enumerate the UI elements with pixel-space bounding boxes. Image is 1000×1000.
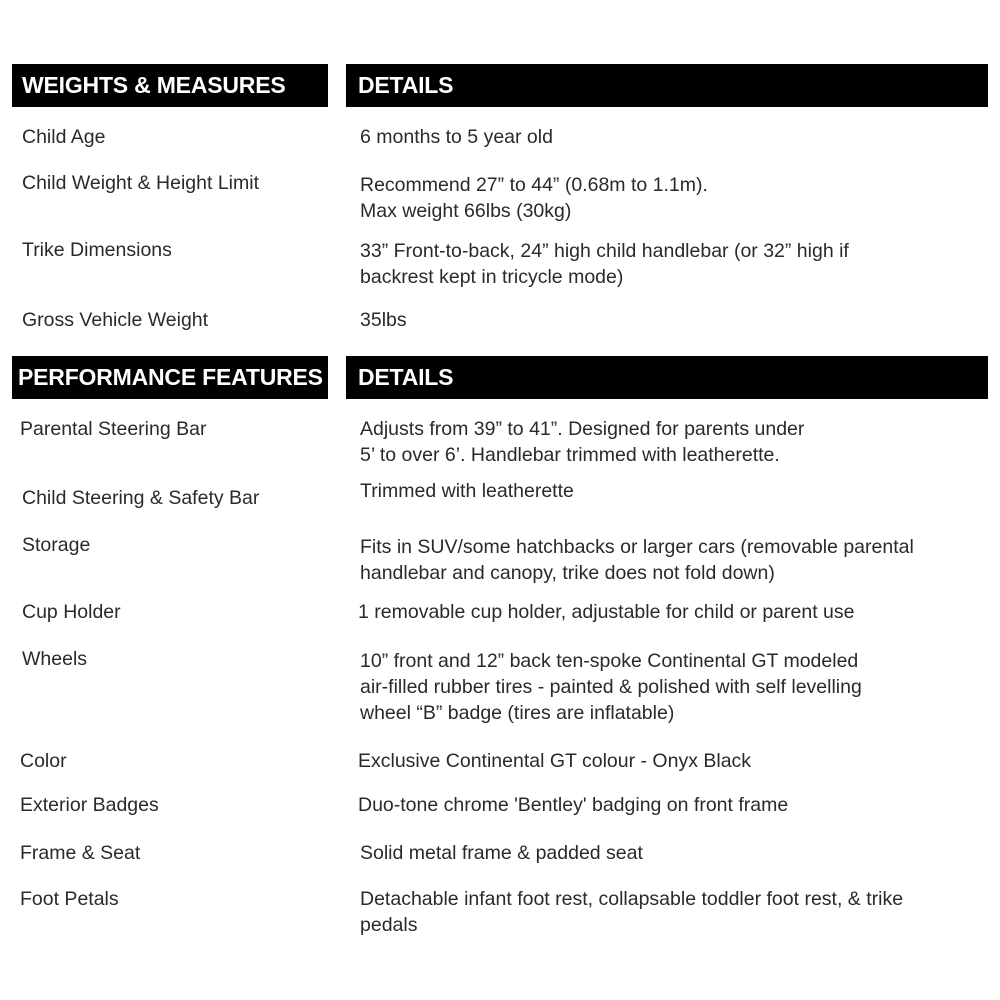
- spec-label-child-age: Child Age: [22, 126, 106, 148]
- spec-label-exterior-badges: Exterior Badges: [20, 794, 159, 816]
- spec-label-child-steering-safety-bar: Child Steering & Safety Bar: [22, 487, 260, 509]
- detail-line: wheel “B” badge (tires are inflatable): [360, 702, 675, 724]
- detail-line: Trimmed with leatherette: [360, 480, 574, 502]
- detail-line: air-filled rubber tires - painted & polished with self levelling: [360, 676, 862, 698]
- section-header-performance-features: PERFORMANCE FEATURES: [12, 356, 328, 399]
- section-header-weights-measures: WEIGHTS & MEASURES: [12, 64, 328, 107]
- spec-label-cup-holder: Cup Holder: [22, 601, 121, 623]
- detail-line: Max weight 66lbs (30kg): [360, 200, 572, 222]
- spec-label-frame-seat: Frame & Seat: [20, 842, 141, 864]
- detail-line: Recommend 27” to 44” (0.68m to 1.1m).: [360, 174, 708, 196]
- spec-detail-weight-height-limit: [360, 172, 975, 224]
- detail-line: pedals: [360, 914, 418, 936]
- spec-detail-color: [358, 748, 973, 774]
- spec-detail-child-steering-safety-bar: [360, 478, 975, 504]
- spec-label-gross-vehicle-weight: Gross Vehicle Weight: [22, 309, 209, 331]
- spec-detail-frame-seat: [360, 840, 975, 866]
- detail-line: Detachable infant foot rest, collapsable toddler foot rest, & trike: [360, 888, 904, 910]
- spec-detail-storage: [360, 534, 975, 586]
- spec-label-parental-steering-bar: Parental Steering Bar: [20, 418, 207, 440]
- detail-line: 33” Front-to-back, 24” high child handlebar (or 32” high if: [360, 240, 849, 262]
- spec-detail-exterior-badges: [358, 792, 973, 818]
- detail-line: Exclusive Continental GT colour - Onyx Black: [358, 750, 752, 772]
- detail-line: Duo-tone chrome 'Bentley' badging on front frame: [358, 794, 789, 816]
- spec-label-storage: Storage: [22, 534, 91, 556]
- spec-detail-wheels: [360, 648, 975, 726]
- detail-line: 1 removable cup holder, adjustable for child or parent use: [358, 601, 855, 623]
- detail-line: 6 months to 5 year old: [360, 126, 553, 148]
- detail-line: Fits in SUV/some hatchbacks or larger cars (removable parental: [360, 536, 914, 558]
- spec-label-color: Color: [20, 750, 67, 772]
- spec-label-foot-petals: Foot Petals: [20, 888, 119, 910]
- spec-detail-trike-dimensions: [360, 238, 975, 290]
- spec-detail-foot-petals: [360, 886, 975, 938]
- detail-line: 5’ to over 6’. Handlebar trimmed with leatherette.: [360, 444, 780, 466]
- spec-detail-child-age: [360, 124, 975, 150]
- spec-detail-parental-steering-bar: [360, 416, 975, 468]
- spec-label-trike-dimensions: Trike Dimensions: [22, 239, 172, 261]
- detail-line: handlebar and canopy, trike does not fold down): [360, 562, 775, 584]
- spec-detail-gross-vehicle-weight: [360, 307, 975, 333]
- section-header-details: DETAILS: [346, 356, 988, 399]
- detail-line: 35lbs: [360, 309, 407, 331]
- detail-line: Adjusts from 39” to 41”. Designed for parents under: [360, 418, 805, 440]
- section-header-details: DETAILS: [346, 64, 988, 107]
- spec-label-weight-height-limit: Child Weight & Height Limit: [22, 172, 259, 194]
- spec-detail-cup-holder: [358, 599, 973, 625]
- spec-label-wheels: Wheels: [22, 648, 88, 670]
- detail-line: 10” front and 12” back ten-spoke Continental GT modeled: [360, 650, 859, 672]
- detail-line: backrest kept in tricycle mode): [360, 266, 624, 288]
- detail-line: Solid metal frame & padded seat: [360, 842, 643, 864]
